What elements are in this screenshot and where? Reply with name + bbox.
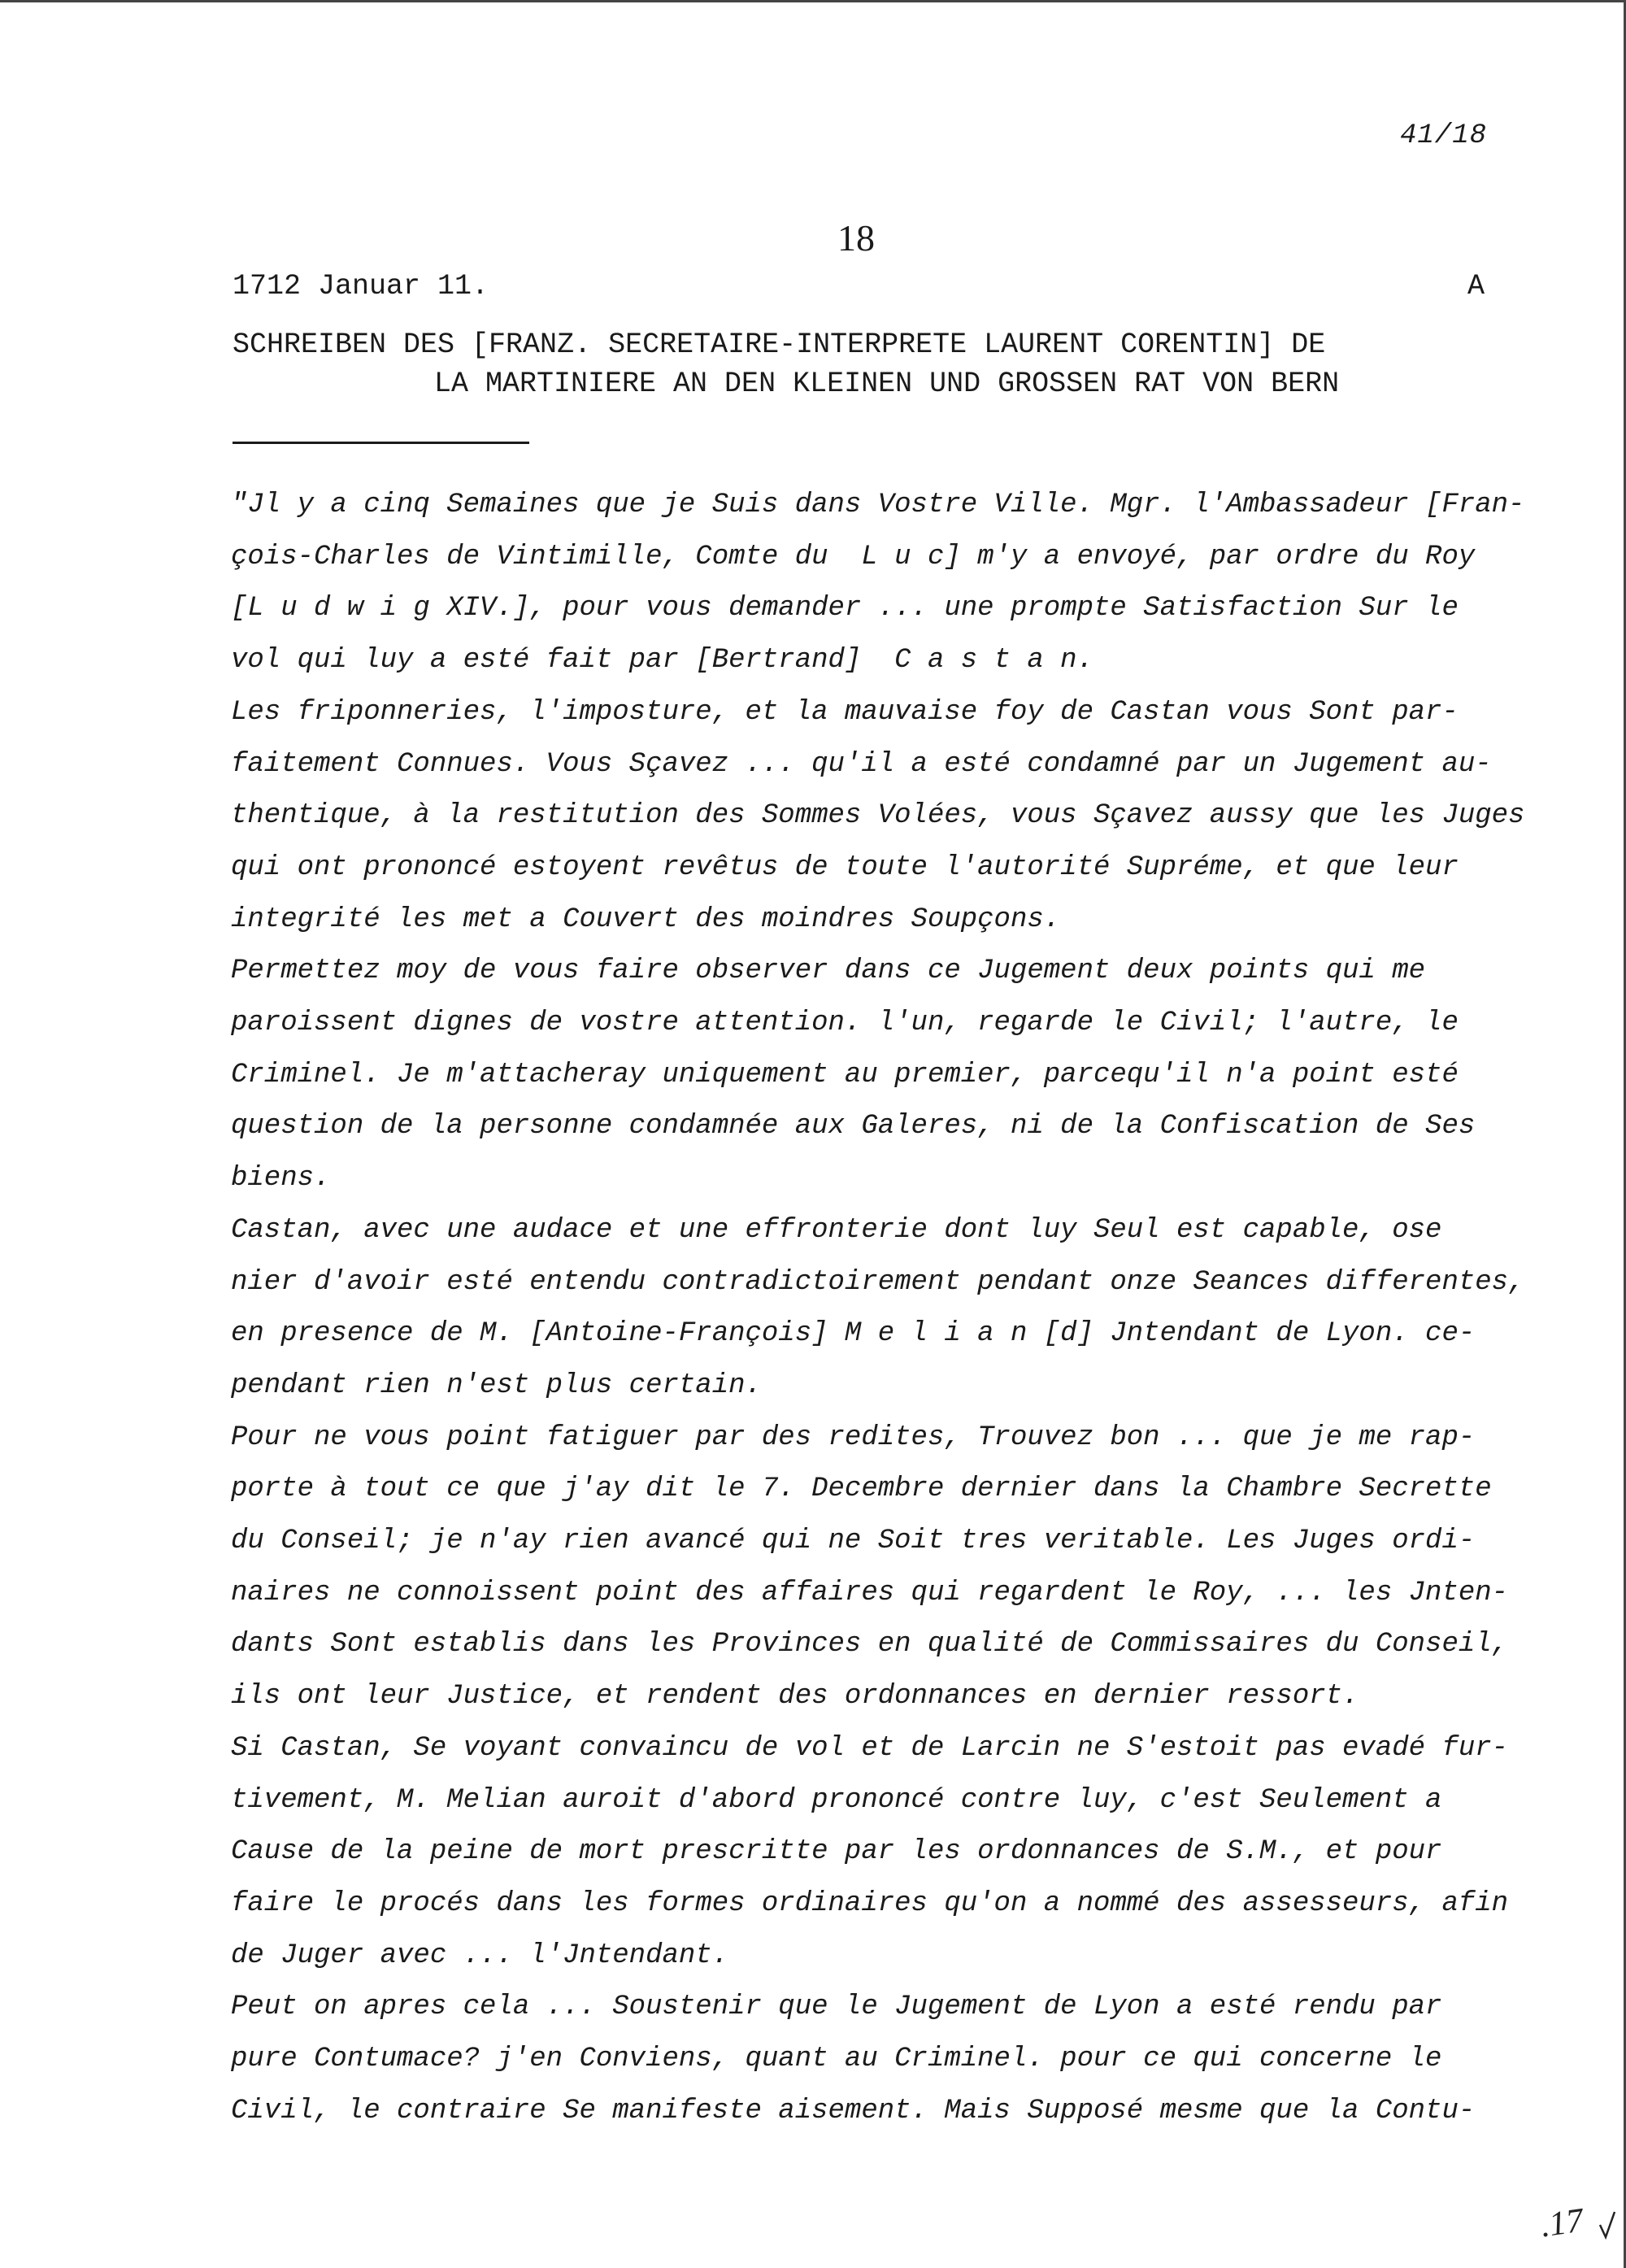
document-date: 1712 Januar 11. <box>233 270 489 303</box>
body-line: pure Contumace? j'en Conviens, quant au Criminel. pour ce qui concerne le <box>231 2044 1442 2075</box>
body-line: "Jl y a cinq Semaines que je Suis dans Vostre Ville. Mgr. l'Ambassadeur [Fran- <box>231 490 1525 520</box>
body-line: vol qui luy a esté fait par [Bertrand] C a s t a n. <box>231 645 1093 677</box>
body-line: faire le procés dans les formes ordinaires qu'on a nommé des assesseurs, afin <box>231 1887 1509 1919</box>
body-line: Castan, avec une audace et une effronterie dont luy Seul est capable, ose <box>231 1214 1442 1246</box>
body-line: [L u d w i g XIV.], pour vous demander ... une prompte Satisfaction Sur le <box>231 593 1459 625</box>
body-line: Peut on apres cela ... Soustenir que le Jugement de Lyon a esté rendu par <box>231 1992 1442 2023</box>
body-line: qui ont prononcé estoyent revêtus de toute l'autorité Supréme, et que leur <box>231 851 1459 883</box>
document-number: 18 <box>837 217 875 259</box>
letter-body <box>231 480 1525 2138</box>
heading-rule <box>233 442 529 444</box>
body-line: du Conseil; je n'ay rien avancé qui ne Soit tres veritable. Les Juges ordi- <box>231 1526 1476 1557</box>
body-line: pendant rien n'est plus certain. <box>231 1369 762 1401</box>
body-line: Criminel. Je m'attacheray uniquement au premier, parcequ'il n'a point esté <box>231 1059 1459 1090</box>
heading-line-1: SCHREIBEN DES [FRANZ. SECRETAIRE-INTERPRETE LAURENT CORENTIN] DE <box>233 329 1326 361</box>
body-line: çois-Charles de Vintimille, Comte du L u c] m'y a envoyé, par ordre du Roy <box>231 541 1476 572</box>
body-line: Civil, le contraire Se manifeste aisement. Mais Supposé mesme que la Contu- <box>231 2095 1476 2127</box>
body-line: en presence de M. [Antoine-François] M e l i a n [d] Jntendant de Lyon. ce- <box>231 1318 1476 1350</box>
body-line: question de la personne condamnée aux Galeres, ni de la Confiscation de Ses <box>231 1111 1476 1143</box>
body-line: Les friponneries, l'imposture, et la mauvaise foy de Castan vous Sont par- <box>231 696 1459 728</box>
body-line: Permettez moy de vous faire observer dans ce Jugement deux points qui me <box>231 956 1426 987</box>
heading-line-2: LA MARTINIERE AN DEN KLEINEN UND GROSSEN RAT VON BERN <box>434 368 1340 400</box>
checkmark-icon <box>1598 2210 1616 2240</box>
body-line: biens. <box>231 1163 331 1195</box>
body-line: integrité les met a Couvert des moindres Soupçons. <box>231 903 1061 935</box>
body-line: faitement Connues. Vous Sçavez ... qu'il a esté condamné par un Jugement au- <box>231 748 1492 780</box>
body-line: ils ont leur Justice, et rendent des ordonnances en dernier ressort. <box>231 1681 1359 1713</box>
body-line: de Juger avec ... l'Jntendant. <box>231 1939 729 1971</box>
document-heading <box>233 325 1501 403</box>
scan-edge-top <box>0 0 1626 2</box>
body-line: dants Sont establis dans les Provinces en qualité de Commissaires du Conseil, <box>231 1629 1509 1661</box>
body-line: Si Castan, Se voyant convaincu de vol et de Larcin ne S'estoit pas evadé fur- <box>231 1732 1509 1764</box>
page-reference: 41/18 <box>1400 120 1488 151</box>
body-line: Cause de la peine de mort prescritte par les ordonnances de S.M., et pour <box>231 1836 1442 1868</box>
body-line: paroissent dignes de vostre attention. l'un, regarde le Civil; l'autre, le <box>231 1008 1459 1039</box>
body-line: naires ne connoissent point des affaires qui regardent le Roy, ... les Jnten- <box>231 1577 1509 1608</box>
document-letter: A <box>1467 270 1485 303</box>
folio-stamp: .17 <box>1538 2201 1586 2245</box>
body-line: nier d'avoir esté entendu contradictoirement pendant onze Seances differentes, <box>231 1266 1525 1298</box>
body-line: porte à tout ce que j'ay dit le 7. Decembre dernier dans la Chambre Secrette <box>231 1474 1492 1505</box>
body-line: thentique, à la restitution des Sommes Volées, vous Sçavez aussy que les Juges <box>231 800 1525 832</box>
body-line: Pour ne vous point fatiguer par des redites, Trouvez bon ... que je me rap- <box>231 1421 1476 1453</box>
body-line: tivement, M. Melian auroit d'abord prononcé contre luy, c'est Seulement a <box>231 1784 1442 1816</box>
